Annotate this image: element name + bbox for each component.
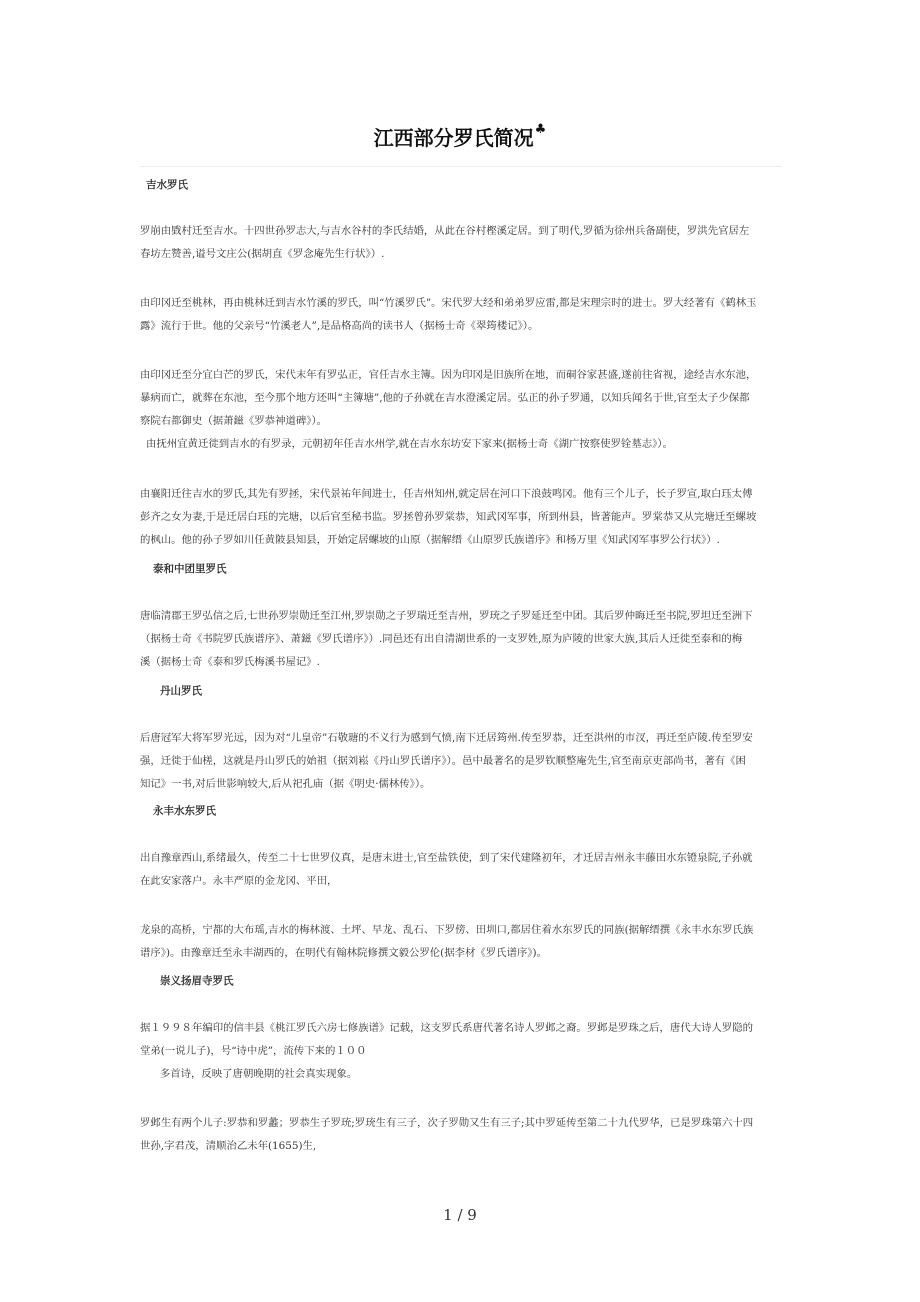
paragraph: 后唐冠军大将军罗光远，因为对“儿皇帝”石敬瑭的不义行为感到气愤,南下迁居筠州.传至罗恭，迁至洪州的市汊，再迁至庐陵.传至罗安 强，迁徙于仙槎，这就是丹山罗氏的始祖（据刘崧《丹山罗氏谱序》）。邑中最著名的是罗钦顺整庵先生,官至南京吏部尚书，著有《困 知记》一书,对后世影响较大,后从祀孔庙（据《明史·儒林传》）。	[140, 732, 753, 790]
paragraph: 由襄阳迁往吉水的罗氏,其先有罗拯，宋代景祐年间进士，任吉州知州,就定居在河口下浪鼓鸣冈。他有三个儿子，长子罗宣,取白珏太傅 彭齐之女为妻,于是迁居白珏的完塘，以后官至秘书监。罗拯曾孙罗棠恭，知武冈军事，所到州县，皆著能声。罗棠恭又从完塘迁至螺坡 的枫山。他的孙子罗如川任黄陂县知县，开始定居螺坡的山原（据解缙《山原罗氏族谱序》和杨万里《知武冈军事罗公行状》）.	[140, 488, 757, 546]
paragraph: 龙泉的高桥，宁都的大布瑶,吉水的梅林渡、土坪、早龙、乱石、下罗傍、田圳口,都居住着水东罗氏的同族(据解缙撰《永丰水东罗氏族 谱序》)。由豫章迁至永丰湖西的，在明代有翰林院修撰文毅公罗伦(据李材《罗氏谱序》)。	[140, 924, 754, 959]
paragraph: 出自豫章西山,系绪最久，传至二十七世罗仪真，是唐末进士,官至盐铁使，到了宋代建隆初年，才迁居吉州永丰藤田水东镫泉院,子孙就 在此安家落户。永丰严原的金龙冈、平田，	[140, 852, 753, 887]
section-heading-yongfeng: 永丰水东罗氏	[153, 805, 216, 817]
document-title	[0, 122, 920, 151]
paragraph: 由抚州宜黄迁徙到吉水的有罗录，元朝初年任吉水州学,就在吉水东坊安下家来(据杨士奇《湖广按察使罗铨墓志》）。	[146, 438, 673, 450]
paragraph: 罗邺生有两个儿子:罗恭和罗蠡；罗恭生子罗珫;罗珫生有三子，次子罗勋又生有三子;其中罗延传至第二十九代罗华，已是罗珠第六十四 世孙,字君茂，清顺治乙未年(1655)生,	[140, 1117, 754, 1152]
section-heading-danshan: 丹山罗氏	[160, 685, 202, 697]
page-number: 1 / 9	[443, 1206, 477, 1224]
paragraph: 据１９９８年编印的信丰县《桃江罗氏六房七修族谱》记载，这支罗氏系唐代著名诗人罗邺之裔。罗邺是罗珠之后，唐代大诗人罗隐的 堂弟(一说儿子)，号“诗中虎”，流传下来的１００ 多首诗，反映了唐朝晚期的社会真实现象。	[140, 1022, 754, 1080]
club-mark-icon: ♣	[534, 122, 547, 137]
section-heading-jishui: 吉水罗氏	[146, 179, 188, 191]
paragraph: 罗崩由戥村迁至吉水。十四世孙罗志大,与吉水谷村的李氏结婚，从此在谷村樫溪定居。到了明代,罗循为徐州兵备副使，罗洪先官居左 春坊左赞善,谥号文庄公(据胡直《罗念庵先生行状》）.	[140, 225, 750, 260]
section-heading-taihe: 泰和中团里罗氏	[153, 563, 227, 575]
title-text: 江西部分罗氏简况	[373, 126, 534, 150]
title-divider	[140, 166, 782, 167]
paragraph: 由印冈迁至桃林，再由桃林迁到吉水竹溪的罗氏，叫“竹溪罗氏”。宋代罗大经和弟弟罗应雷,都是宋理宗时的进士。罗大经著有《鹤林玉 露》流行于世。他的父亲号“竹溪老人”,是品格高尚的读书人（据杨士奇《翠筠楼记》）。	[140, 297, 757, 332]
paragraph: 唐临清郡王罗弘信之后,七世孙罗崇勋迁至江州,罗崇勋之子罗瑞迁至吉州，罗珫之子罗延迁至中团。其后罗仲晦迁至书院,罗坦迁至洲下 （据杨士奇《书院罗氏族谱序》、萧鎡《罗氏谱序》）.同邑还有出自清湖世系的一支罗姓,原为庐陵的世家大族,其后人迁徙至泰和的梅 溪（据杨士奇《泰和罗氏梅溪书屋记》.	[140, 610, 753, 668]
paragraph: 由印冈迁至分宜白芒的罗氏，宋代末年有罗弘正，官任吉水主簿。因为印冈是旧族所在地，而硐谷家甚盛,遂前往省视，途经吉水东池， 暴病而亡，就葬在东池，至今那个地方还叫“主簿塘”,他的子孙就在吉水澄溪定居。弘正的孙子罗通，以知兵闻名于世,官至太子少保都 察院右都御史（据萧鎡《罗恭神道碑》）。	[140, 369, 757, 427]
section-heading-chongyi: 崇义扬眉寺罗氏	[160, 975, 234, 987]
